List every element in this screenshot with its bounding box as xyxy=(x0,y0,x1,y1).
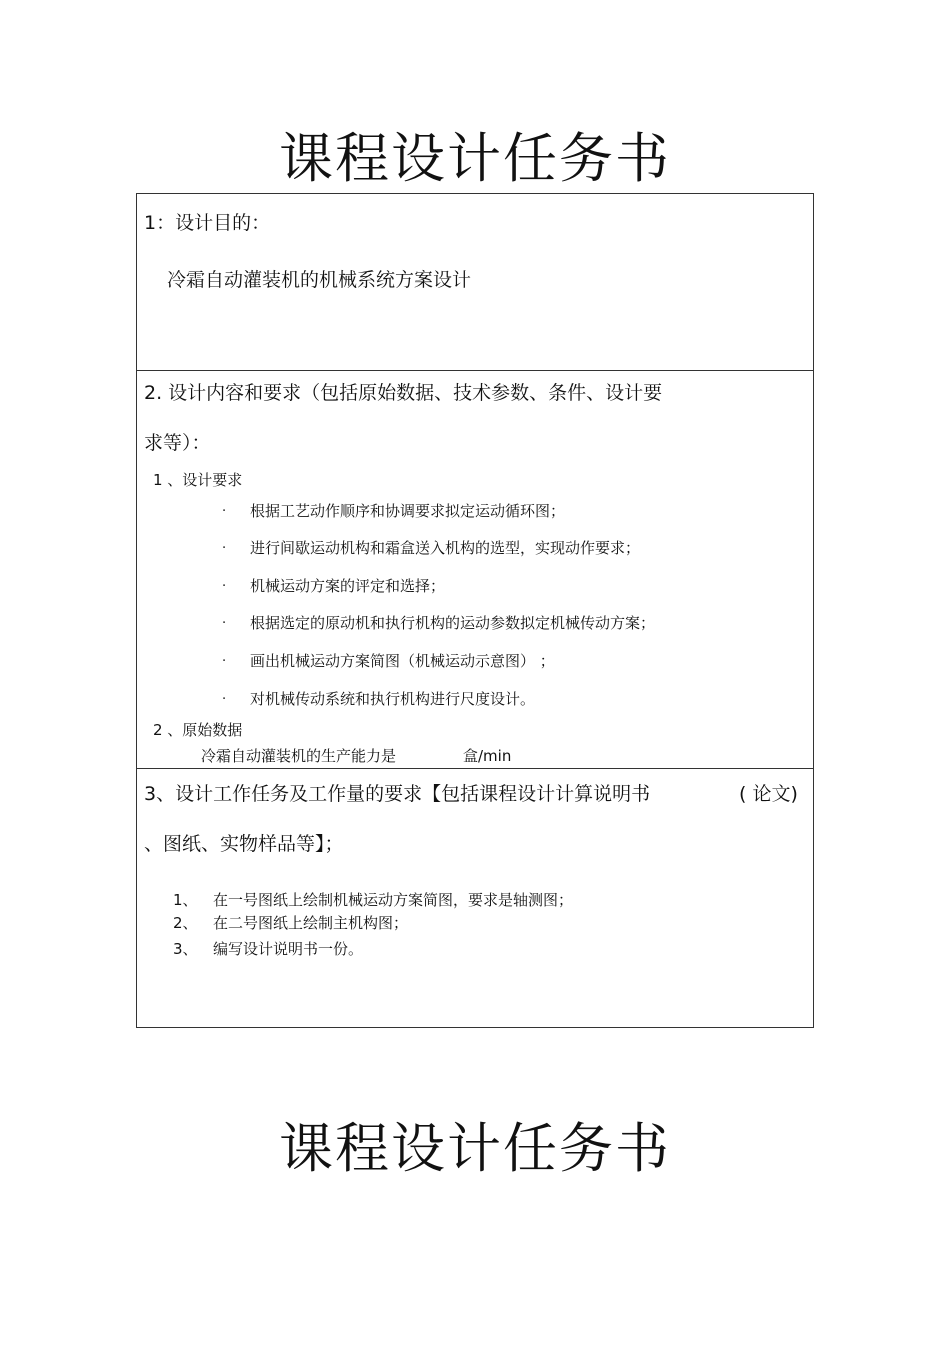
section-work-tasks xyxy=(137,768,813,1027)
section3-heading-line2: 、图纸、实物样品等】； xyxy=(144,833,344,855)
section-design-content xyxy=(137,370,813,768)
page-title: 课程设计任务书 xyxy=(279,127,671,190)
requirement-item: 对机械传动系统和执行机构进行尺度设计。 xyxy=(250,690,536,708)
bullet-dot: · xyxy=(222,616,227,631)
requirement-item: 机械运动方案的评定和选择； xyxy=(250,577,446,595)
page-title-repeat: 课程设计任务书 xyxy=(279,1117,671,1180)
bullet-dot: · xyxy=(222,579,227,594)
production-capacity-unit: 盒/min xyxy=(463,747,512,765)
task-number: 1、 xyxy=(173,891,198,909)
section-design-purpose xyxy=(137,194,813,370)
task-item: 编写设计说明书一份。 xyxy=(213,940,364,958)
task-table xyxy=(136,193,814,1028)
task-item: 在二号图纸上绘制主机构图； xyxy=(213,914,409,932)
requirement-item: 进行间歇运动机构和霜盒送入机构的选型，实现动作要求； xyxy=(250,539,641,557)
task-number: 3、 xyxy=(173,940,198,958)
subheading-original-data: 2 、原始数据 xyxy=(153,721,243,739)
task-item: 在一号图纸上绘制机械运动方案简图，要求是轴测图； xyxy=(213,891,574,909)
production-capacity-label: 冷霜自动灌装机的生产能力是 xyxy=(201,747,397,765)
bullet-dot: · xyxy=(222,692,227,707)
section3-heading-line1: 3、设计工作任务及工作量的要求【包括课程设计计算说明书 xyxy=(144,783,651,805)
bullet-dot: · xyxy=(222,541,227,556)
bullet-dot: · xyxy=(222,504,227,519)
section2-heading-line1: 2. 设计内容和要求（包括原始数据、技术参数、条件、设计要 xyxy=(144,382,663,404)
subheading-design-requirements: 1 、设计要求 xyxy=(153,471,243,489)
section2-heading-line2: 求等）： xyxy=(144,432,211,454)
section1-heading: 1：设计目的： xyxy=(144,212,271,234)
section3-heading-paren: ( 论文) xyxy=(739,783,798,805)
requirement-item: 根据工艺动作顺序和协调要求拟定运动循环图； xyxy=(250,502,566,520)
bullet-dot: · xyxy=(222,654,227,669)
requirement-item: 画出机械运动方案简图（机械运动示意图） ； xyxy=(250,652,555,670)
requirement-item: 根据选定的原动机和执行机构的运动参数拟定机械传动方案； xyxy=(250,614,656,632)
task-number: 2、 xyxy=(173,914,198,932)
section1-content: 冷霜自动灌装机的机械系统方案设计 xyxy=(167,269,472,291)
